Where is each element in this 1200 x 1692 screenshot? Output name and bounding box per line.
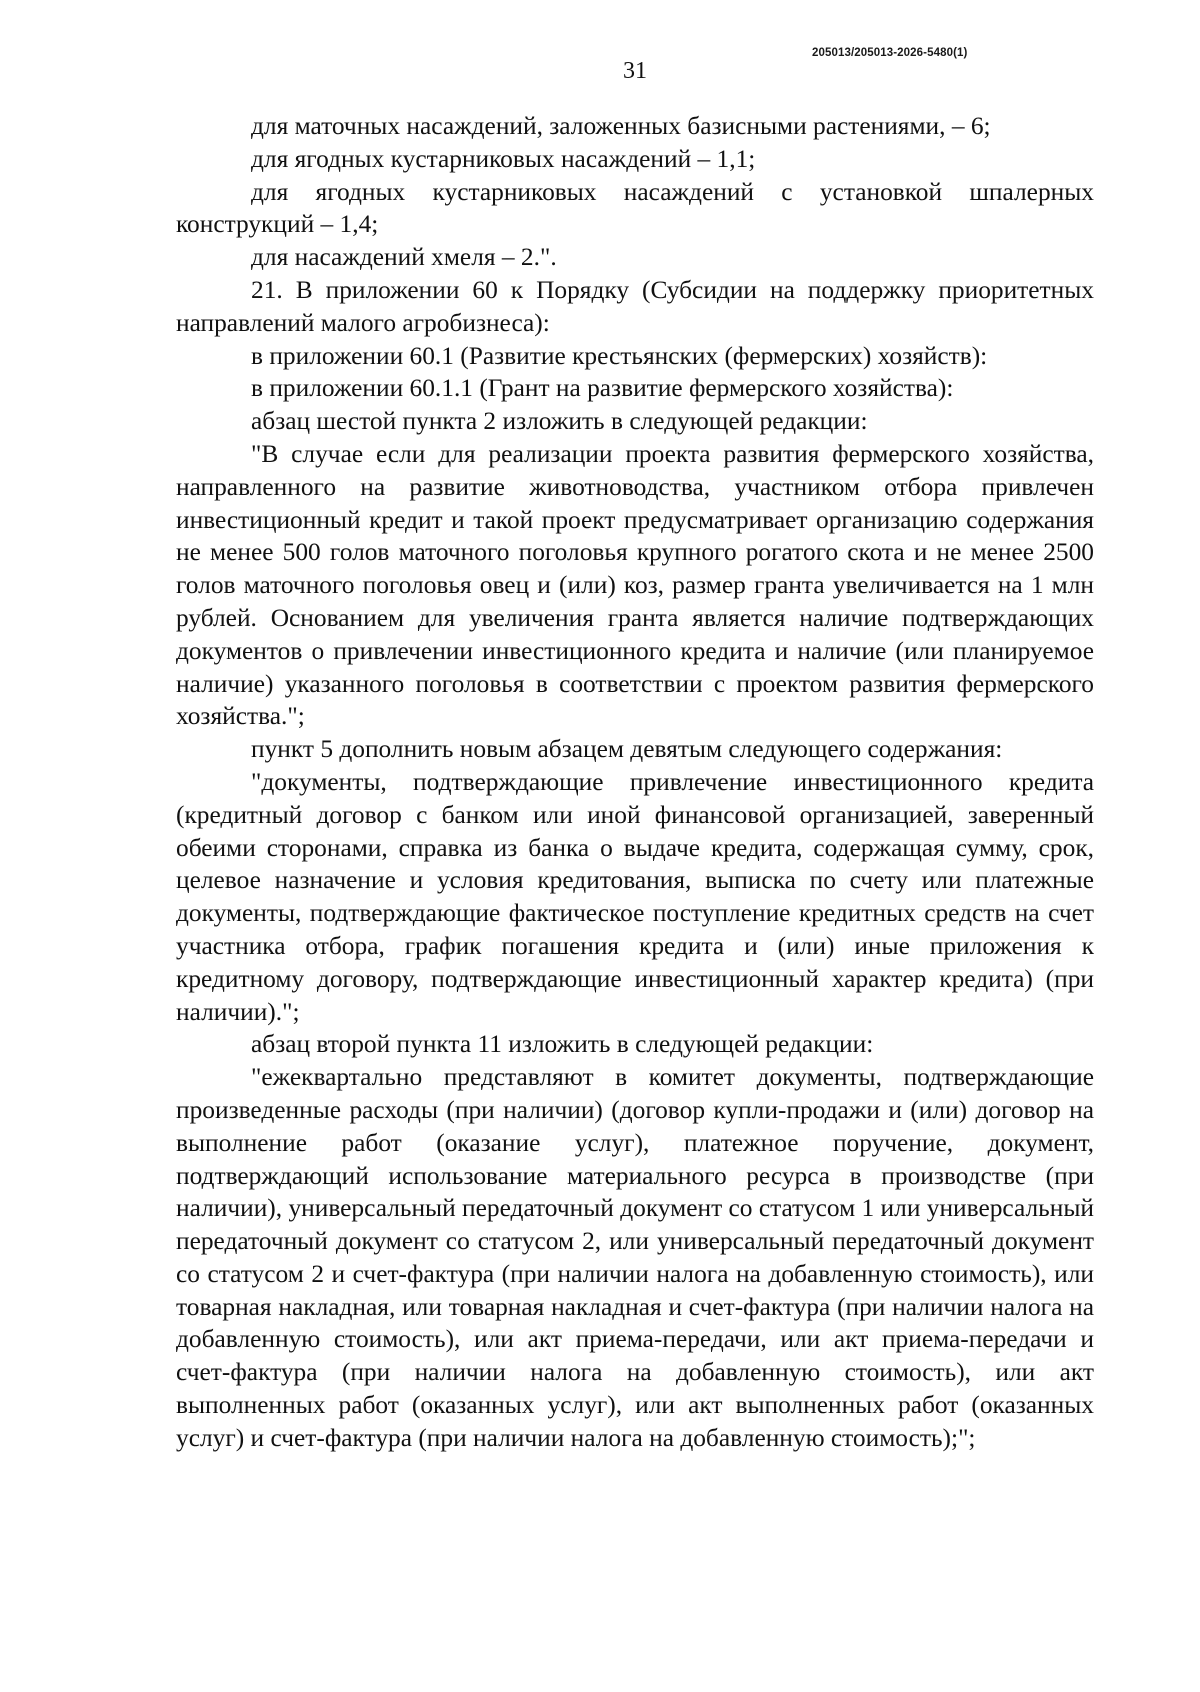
- paragraph: для ягодных кустарниковых насаждений – 1,1;: [251, 144, 756, 173]
- paragraph: абзац шестой пункта 2 изложить в следующей редакции:: [251, 407, 868, 436]
- document-id: 205013/205013-2026-5480(1): [812, 47, 968, 59]
- paragraph: "ежеквартально представляют в комитет документы, подтверждающие произведенные расходы (при наличии) (договор купли-продажи и (или) договор на выполнение работ (оказание услуг), платежное поручение, документ, подтверждающий использование материального ресурса в производстве (при наличии), универсальный передаточный документ со статусом 1 или универсальный передаточный документ со статусом 2, или универсальный передаточный документ со статусом 2 и счет-фактура (при наличии налога на добавленную стоимость), или товарная накладная, или товарная накладная и счет-фактура (при наличии налога на добавленную стоимость), или акт приема-передачи, или акт приема-передачи и счет-фактура (при наличии налога на добавленную стоимость), или акт выполненных работ (оказанных услуг), или акт выполненных работ (оказанных услуг) и счет-фактура (при наличии налога на добавленную стоимость);";: [176, 1063, 1094, 1452]
- paragraph: 21. В приложении 60 к Порядку (Субсидии на поддержку приоритетных направлений малого агробизнеса):: [176, 275, 1094, 337]
- paragraph: для насаждений хмеля – 2.".: [251, 243, 557, 272]
- document-body: [176, 110, 1094, 1455]
- paragraph: абзац второй пункта 11 изложить в следующей редакции:: [251, 1030, 874, 1059]
- paragraph: для ягодных кустарниковых насаждений с установкой шпалерных конструкций – 1,4;: [176, 177, 1094, 239]
- paragraph: пункт 5 дополнить новым абзацем девятым следующего содержания:: [251, 735, 1003, 764]
- page-number: 31: [623, 58, 647, 84]
- paragraph: "документы, подтверждающие привлечение инвестиционного кредита (кредитный договор с банком или иной финансовой организацией, заверенный обеими сторонами, справка из банка о выдаче кредита, содержащая сумму, срок, целевое назначение и условия кредитования, выписка по счету или платежные документы, подтверждающие фактическое поступление кредитных средств на счет участника отбора, график погашения кредита и (или) иные приложения к кредитному договору, подтверждающие инвестиционный характер кредита) (при наличии).";: [176, 767, 1094, 1026]
- paragraph: для маточных насаждений, заложенных базисными растениями, – 6;: [251, 112, 991, 140]
- paragraph: в приложении 60.1 (Развитие крестьянских (фермерских) хозяйств):: [251, 341, 988, 370]
- paragraph: "В случае если для реализации проекта развития фермерского хозяйства, направленного на развитие животноводства, участником отбора привлечен инвестиционный кредит и такой проект предусматривает организацию содержания не менее 500 голов маточного поголовья крупного рогатого скота и не менее 2500 голов маточного поголовья овец и (или) коз, размер гранта увеличивается на 1 млн рублей. Основанием для увеличения гранта является наличие подтверждающих документов о привлечении инвестиционного кредита и наличие (или планируемое наличие) указанного поголовья в соответствии с проектом развития фермерского хозяйства.";: [176, 439, 1094, 731]
- paragraph: в приложении 60.1.1 (Грант на развитие фермерского хозяйства):: [251, 374, 954, 403]
